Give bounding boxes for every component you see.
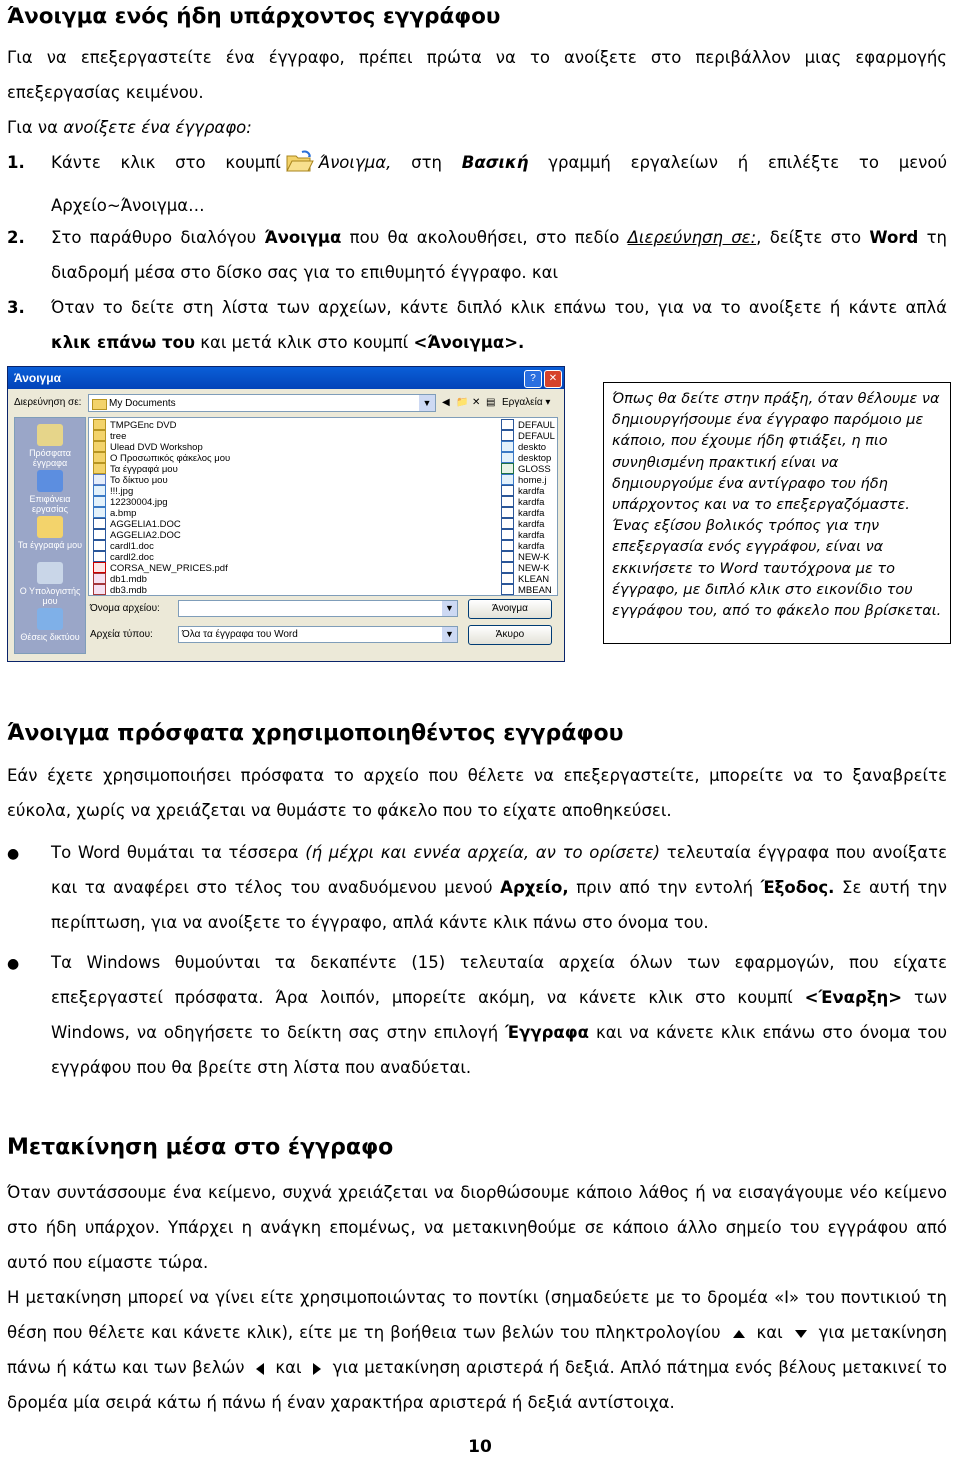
navigation-paragraph-1: Όταν συντάσσουμε ένα κείμενο, συχνά χρειάζεται να διορθώσουμε κάποιο λάθος ή να εισαγάγουμε νέο κείμενο στο ήδη υπάρχον. Υπάρχει η ανάγκη επομένως, να μετακινηθούμε σε κάποιο άλλο σημείο του εγγράφου από αυτό που είμαστε τώρα. bbox=[7, 1183, 947, 1272]
dialog-cancel-button[interactable]: Άκυρο bbox=[468, 625, 552, 645]
bullet-icon: ● bbox=[7, 956, 20, 972]
tools-menu[interactable]: Εργαλεία ▾ bbox=[502, 397, 551, 408]
step-3-line2: κλικ επάνω του και μετά κλικ στο κουμπί <Άνοιγμα>. bbox=[51, 333, 525, 352]
views-icon[interactable]: ▤ bbox=[486, 397, 496, 408]
database-file-icon bbox=[93, 584, 106, 595]
computer-icon bbox=[37, 562, 63, 584]
arrow-right-icon bbox=[313, 1363, 321, 1375]
back-icon[interactable]: ◀ bbox=[442, 397, 450, 408]
intro-paragraph: Για να επεξεργαστείτε ένα έγγραφο, πρέπει πρώτα να το ανοίξετε στο περιβάλλον μιας εφαρμογής επεξεργασίας κειμένου. bbox=[7, 48, 947, 102]
dialog-open-button[interactable]: Άνοιγμα bbox=[468, 599, 552, 619]
list-item[interactable]: db1.mdb bbox=[93, 572, 147, 587]
recent-intro-paragraph: Εάν έχετε χρησιμοποιήσει πρόσφατα το αρχείο που θέλετε να επεξεργαστείτε, μπορείτε να το ξαναβρείτε εύκολα, χωρίς να χρειάζεται να θυμάστε το φάκελο που το είχατε αποθηκεύσει. bbox=[7, 766, 947, 820]
list-item[interactable]: AGGELIA1.DOC bbox=[93, 517, 181, 532]
step-1-line1: Κάντε κλικ στο κουμπί Άνοιγμα, στη Βασική γραμμή εργαλείων ή επιλέξτε το μενού bbox=[51, 145, 947, 180]
list-item[interactable]: KLEAN bbox=[501, 572, 549, 587]
list-item[interactable]: kardfa bbox=[501, 495, 544, 510]
list-item[interactable]: DEFAUL bbox=[501, 429, 555, 444]
bullet-word-recent: Το Word θυμάται τα τέσσερα (ή μέχρι και εννέα αρχεία, αν το ορίσετε) τελευταία έγγραφα που ανοίξατε και τα αναφέρει στο τέλος του αναδυόμενου μενού Αρχείο, πριν από την εντολή Έξοδος. Σε αυτή την περίπτωση, για να ανοίξετε το έγγραφο, απλά κάντε κλικ πάνω στο όνομα του. bbox=[51, 843, 947, 932]
step-3-number: 3. bbox=[7, 298, 25, 317]
side-note-box: Όπως θα δείτε στην πράξη, όταν θέλουμε να δημιουργήσουμε ένα έγγραφο παρόμοιο με κάποιο, που έχουμε ήδη φτιάξει, η πιο συνηθισμένη πρακτική είναι να δημιουργούμε ένα αντίγραφο του ήδη υπάρχοντος και να το επεξεργαζόμαστε. Ένας εξίσου βολικός τρόπος για την επεξεργασία ενός εγγράφου, είναι να εκκινήσετε το Word ταυτόχρονα με το έγγραφο, με διπλό κλικ στο εικονίδιο του εγγράφου του, από το φάκελο που βρίσκεται. bbox=[603, 382, 951, 644]
list-item[interactable]: GLOSS bbox=[501, 462, 551, 477]
list-item[interactable]: cardl2.doc bbox=[93, 550, 154, 565]
list-item[interactable]: Ο Προσωπικός φάκελος μου bbox=[93, 451, 230, 466]
list-item[interactable]: AGGELIA2.DOC bbox=[93, 528, 181, 543]
place-recent[interactable]: Πρόσφατα έγγραφα bbox=[17, 422, 83, 468]
look-in-label: Διερεύνηση σε: bbox=[14, 397, 82, 408]
filename-label: Όνομα αρχείου: bbox=[90, 603, 160, 614]
list-item[interactable]: CORSA_NEW_PRICES.pdf bbox=[93, 561, 228, 576]
step-2-number: 2. bbox=[7, 228, 25, 247]
list-item[interactable]: deskto bbox=[501, 440, 546, 455]
list-item[interactable]: kardfa bbox=[501, 528, 544, 543]
arrow-down-icon bbox=[795, 1330, 807, 1338]
navigation-paragraph-2: Η μετακίνηση μπορεί να γίνει είτε χρησιμοποιώντας το ποντίκι (σημαδεύετε με το δρομέα «Ι» του ποντικιού τη θέση που θέλετε και κάνετε κλικ), είτε με τη βοήθεια των βελών του πληκτρολογίου και για μετακίνηση πάνω ή κάτω και των βελών και για μετακίνηση αριστερά ή δεξιά. Απλό πάτημα ενός βέλους μετακινεί το δρομέα μία σειρά κάτω ή πάνω ή έναν χαρακτήρα αριστερά ή δεξιά αντίστοιχα. bbox=[7, 1288, 948, 1412]
lead-line: Για να ανοίξετε ένα έγγραφο: bbox=[7, 118, 252, 137]
list-item[interactable]: DEFAUL bbox=[501, 418, 555, 433]
bullet-windows-recent: Τα Windows θυμούνται τα δεκαπέντε (15) τελευταία αρχεία όλων των εφαρμογών, που είχατε επεξεργαστεί πρόσφατα. Άρα λοιπόν, μπορείτε ακόμη, να κάνετε κλικ στο κουμπί <Έναρξη> των Windows, να οδηγήσετε το δείκτη σας στην επιλογή Έγγραφα και να κάνετε κλικ επάνω στο όνομα του εγγράφου που θα βρείτε στη λίστα που αναδύεται. bbox=[51, 953, 947, 1077]
chevron-down-icon: ▼ bbox=[419, 395, 435, 411]
file-list[interactable] bbox=[88, 417, 558, 596]
place-desktop[interactable]: Επιφάνεια εργασίας bbox=[17, 468, 83, 514]
open-dialog-screenshot bbox=[7, 366, 565, 662]
section-title-open-existing: Άνοιγμα ενός ήδη υπάρχοντος εγγράφου bbox=[7, 4, 501, 29]
help-icon[interactable]: ? bbox=[524, 370, 542, 388]
up-folder-icon[interactable]: 📁 bbox=[456, 397, 469, 408]
desktop-icon bbox=[37, 470, 63, 492]
list-item[interactable]: cardl1.doc bbox=[93, 539, 154, 554]
place-network[interactable]: Θέσεις δικτύου bbox=[17, 606, 83, 642]
step-3-line1: Όταν το δείτε στη λίστα των αρχείων, κάντε διπλό κλικ επάνω του, για να το ανοίξετε ή κάντε απλά bbox=[51, 298, 947, 317]
recent-icon bbox=[37, 424, 63, 446]
chevron-down-icon: ▼ bbox=[442, 627, 457, 642]
list-item[interactable]: TMPGEnc DVD bbox=[93, 418, 177, 433]
open-folder-icon bbox=[285, 149, 315, 173]
step-1-number: 1. bbox=[7, 153, 25, 172]
section-title-navigation: Μετακίνηση μέσα στο έγγραφο bbox=[7, 1135, 394, 1160]
list-item[interactable]: MBEAN bbox=[501, 583, 552, 596]
list-item[interactable]: home.j bbox=[501, 473, 547, 488]
section-title-recent: Άνοιγμα πρόσφατα χρησιμοποιηθέντος εγγράφου bbox=[7, 721, 624, 746]
bullet-icon: ● bbox=[7, 846, 20, 862]
list-item[interactable]: kardfa bbox=[501, 517, 544, 532]
list-item[interactable]: a.bmp bbox=[93, 506, 136, 521]
list-item[interactable]: Τα έγγραφά μου bbox=[93, 462, 178, 477]
folder-icon bbox=[92, 399, 107, 410]
list-item[interactable]: Το δίκτυο μου bbox=[93, 473, 168, 488]
delete-icon[interactable]: ✕ bbox=[472, 397, 481, 408]
close-icon[interactable]: ✕ bbox=[544, 370, 562, 388]
list-item[interactable]: kardfa bbox=[501, 484, 544, 499]
list-item[interactable]: kardfa bbox=[501, 539, 544, 554]
word-file-icon bbox=[501, 584, 514, 595]
list-item[interactable]: Ulead DVD Workshop bbox=[93, 440, 203, 455]
arrow-up-icon bbox=[733, 1330, 745, 1338]
filename-field[interactable] bbox=[178, 600, 458, 617]
places-bar bbox=[14, 417, 86, 654]
filetype-select[interactable]: Όλα τα έγγραφα του Word ▼ bbox=[178, 626, 458, 643]
my-documents-icon bbox=[37, 516, 63, 538]
list-item[interactable]: kardfa bbox=[501, 506, 544, 521]
list-item[interactable]: NEW-K bbox=[501, 561, 550, 576]
list-item[interactable]: NEW-K bbox=[501, 550, 550, 565]
arrow-left-icon bbox=[256, 1363, 264, 1375]
list-item[interactable]: desktop bbox=[501, 451, 551, 466]
step-2-line2: διαδρομή μέσα στο δίσκο σας για το επιθυμητό έγγραφο. και bbox=[51, 263, 559, 282]
place-my-documents[interactable]: Τα έγγραφά μου bbox=[17, 514, 83, 550]
page-number: 10 bbox=[468, 1437, 492, 1457]
list-item[interactable]: !!!.jpg bbox=[93, 484, 133, 499]
list-item[interactable]: db3.mdb bbox=[93, 583, 147, 596]
look-in-select[interactable]: My Documents ▼ bbox=[88, 394, 436, 412]
network-icon bbox=[37, 608, 63, 630]
filetype-label: Αρχεία τύπου: bbox=[90, 629, 153, 640]
dialog-titlebar: Άνοιγμα bbox=[8, 367, 564, 389]
list-item[interactable]: 12230004.jpg bbox=[93, 495, 168, 510]
place-my-computer[interactable]: Ο Υπολογιστής μου bbox=[17, 560, 83, 606]
step-2-line1: Στο παράθυρο διαλόγου Άνοιγμα που θα ακολουθήσει, στο πεδίο Διερεύνηση σε:, δείξτε στο Word τη bbox=[51, 228, 947, 247]
list-item[interactable]: tree bbox=[93, 429, 126, 444]
step-1-line2: Αρχείο~Άνοιγμα… bbox=[51, 196, 205, 215]
chevron-down-icon: ▼ bbox=[442, 601, 457, 616]
